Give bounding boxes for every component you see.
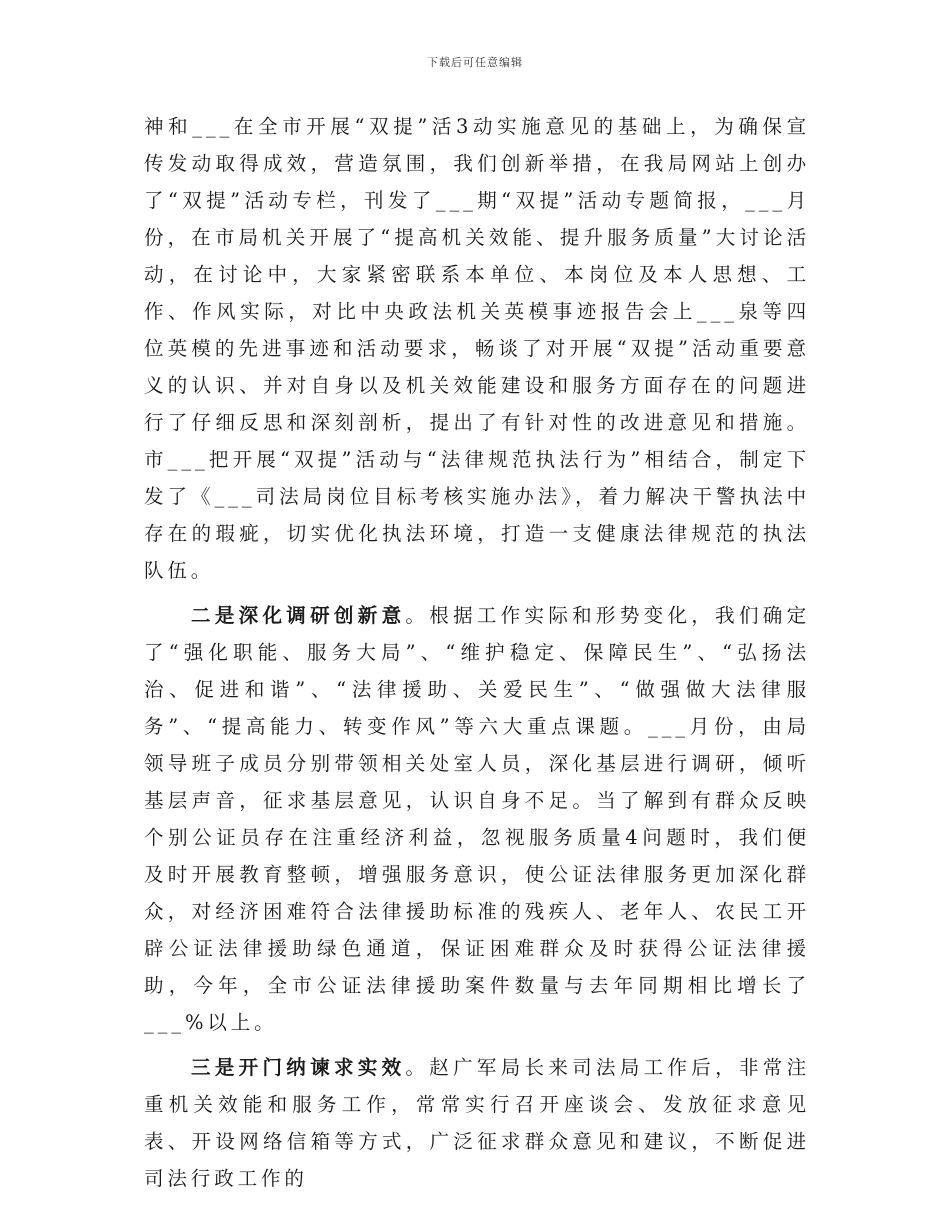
paragraph-3 [144,1049,810,1197]
document-body [144,108,810,1205]
paragraph-1 [144,108,810,589]
paragraph-3-text: 。赵广军局长来司法局工作后，非常注重机关效能和服务工作，常常实行召开座谈会、发放征求意见表、开设网络信箱等方式，广泛征求群众意见和建议，不断促进司法行政工作的 [144,1056,810,1190]
paragraph-2 [144,597,810,1041]
paragraph-2-text: 。根据工作实际和形势变化，我们确定了“强化职能、服务大局”、“维护稳定、保障民生”、“弘扬法治、促进和谐”、“法律援助、关爱民生”、“做强做大法律服务”、“提高能力、转变作风”等六大重点课题。___月份，由局领导班子成员分别带领相关处室人员，深化基层进行调研，倾听基层声音，征求基层意见，认识自身不足。当了解到有群众反映个别公证员存在注重经济利益，忽视服务质量4问题时，我们便及时开展教育整顿，增强服务意识，使公证法律服务更加深化群众，对经济困难符合法律援助标准的残疾人、老年人、农民工开辟公证法律援助绿色通道，保证困难群众及时获得公证法律援助，今年，全市公证法律援助案件数量与去年同期相比增长了___%以上。 [144,604,810,1034]
paragraph-2-lead: 二是深化调研创新意 [191,604,406,627]
page-header: 下载后可任意编辑 [427,56,523,69]
paragraph-3-lead: 三是开门纳谏求实效 [191,1056,406,1079]
paragraph-1-text: 神和___在全市开展“双提”活3动实施意见的基础上，为确保宣传发动取得成效，营造氛围，我们创新举措，在我局网站上创办了“双提”活动专栏，刊发了___期“双提”活动专题简报，___月份，在市局机关开展了“提高机关效能、提升服务质量”大讨论活动，在讨论中，大家紧密联系本单位、本岗位及本人思想、工作、作风实际，对比中央政法机关英模事迹报告会上___泉等四位英模的先进事迹和活动要求，畅谈了对开展“双提”活动重要意义的认识、并对自身以及机关效能建设和服务方面存在的问题进行了仔细反思和深刻剖析，提出了有针对性的改进意见和措施。市___把开展“双提”活动与“法律规范执法行为”相结合，制定下发了《___司法局岗位目标考核实施办法》，着力解决干警执法中存在的瑕疵，切实优化执法环境，打造一支健康法律规范的执法队伍。 [144,115,810,582]
